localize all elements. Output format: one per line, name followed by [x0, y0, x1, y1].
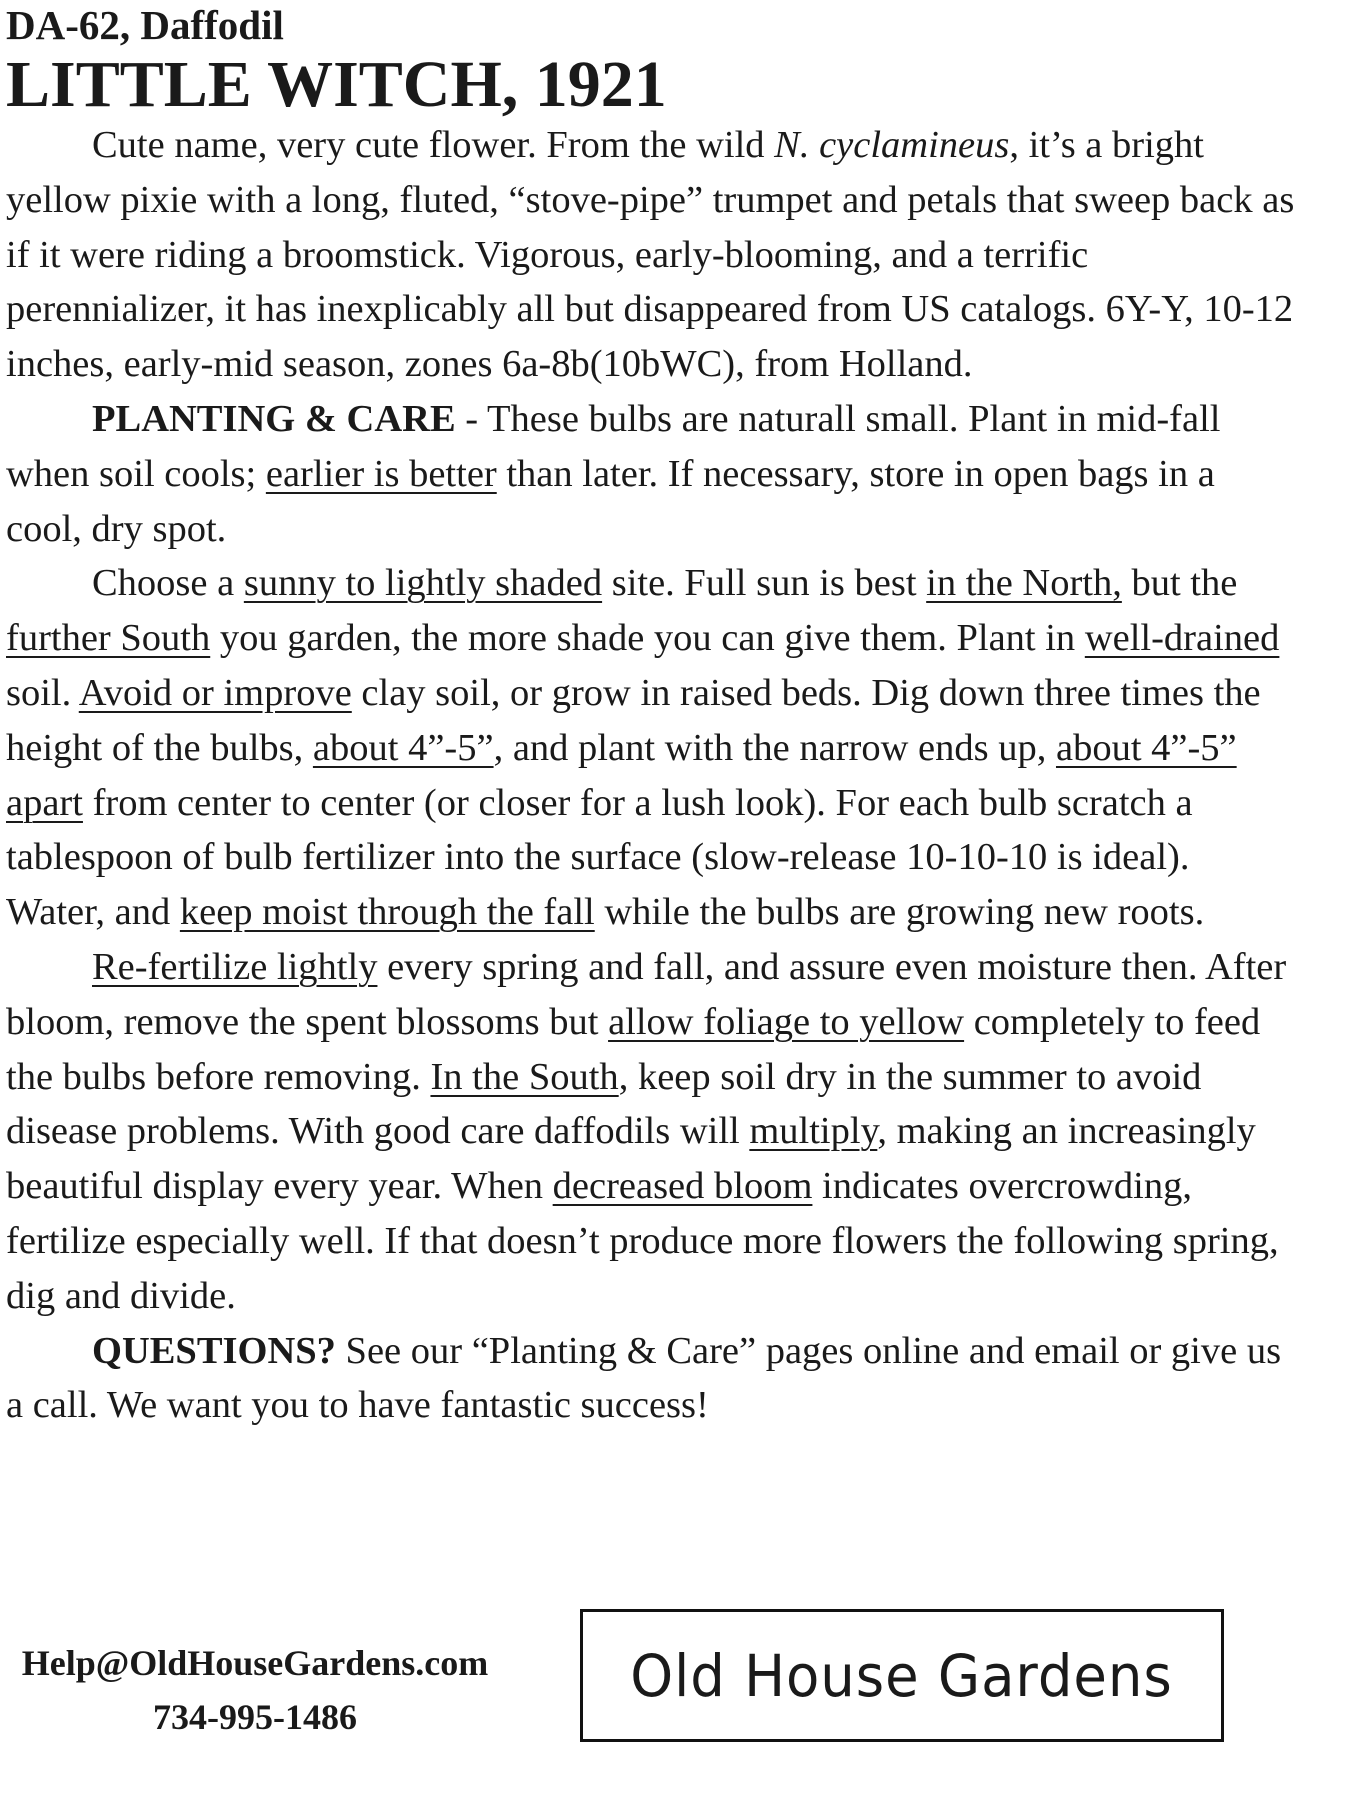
site-soil-paragraph: Choose a sunny to lightly shaded site. Full sun is best in the North, but the further South you garden, the more shade you can give them. Plant in well-drained soil. Avoid or improve clay soil, or grow in raised beds. Dig down three times the height of the bulbs, about 4”-5”, and plant with the narrow ends up, about 4”-5” apart from center to center (or closer for a lush look). For each bulb scratch a tablespoon of bulb fertilizer into the surface (slow-release 10-10-10 is ideal). Water, and keep moist through the fall while the bulbs are growing new roots.	[6, 562, 1280, 934]
description-paragraph: Cute name, very cute flower. From the wild N. cyclamineus, it’s a bright yellow pixie with a long, fluted, “stove-pipe” trumpet and petals that sweep back as if it were riding a broomstick. Vigorous, early-blooming, and a terrific perennializer, it has inexplicably all but disappeared from US catalogs. 6Y-Y, 10-12 inches, early-mid season, zones 6a-8b(10bWC), from Holland.	[6, 124, 1295, 386]
species-name: N. cyclamineus	[774, 124, 1010, 166]
planting-care-heading: PLANTING & CARE	[92, 397, 456, 440]
contact-phone: 734-995-1486	[153, 1697, 357, 1737]
description-body	[6, 118, 1296, 1433]
brand-logo-text: Old House Gardens	[630, 1641, 1174, 1710]
questions-paragraph: QUESTIONS? See our “Planting & Care” pages online and email or give us a call. We want you to have fantastic success!	[6, 1329, 1282, 1427]
brand-logo	[580, 1609, 1224, 1742]
planting-care-paragraph: PLANTING & CARE - These bulbs are naturall small. Plant in mid-fall when soil cools; earlier is better than later. If necessary, store in open bags in a cool, dry spot.	[6, 397, 1221, 550]
aftercare-paragraph: Re-fertilize lightly every spring and fall, and assure even moisture then. After bloom, remove the spent blossoms but allow foliage to yellow completely to feed the bulbs before removing. In the South, keep soil dry in the summer to avoid disease problems. With good care daffodils will multiply, making an increasingly beautiful display every year. When decreased bloom indicates overcrowding, fertilize especially well. If that doesn’t produce more flowers the following spring, dig and divide.	[6, 945, 1287, 1317]
contact-email[interactable]: Help@OldHouseGardens.com	[21, 1643, 489, 1683]
product-code: DA-62, Daffodil	[6, 2, 284, 48]
questions-heading: QUESTIONS?	[92, 1329, 336, 1372]
contact-block	[10, 1636, 500, 1744]
seed-packet-sheet	[6, 0, 1296, 1433]
product-title: LITTLE WITCH, 1921	[6, 48, 667, 121]
